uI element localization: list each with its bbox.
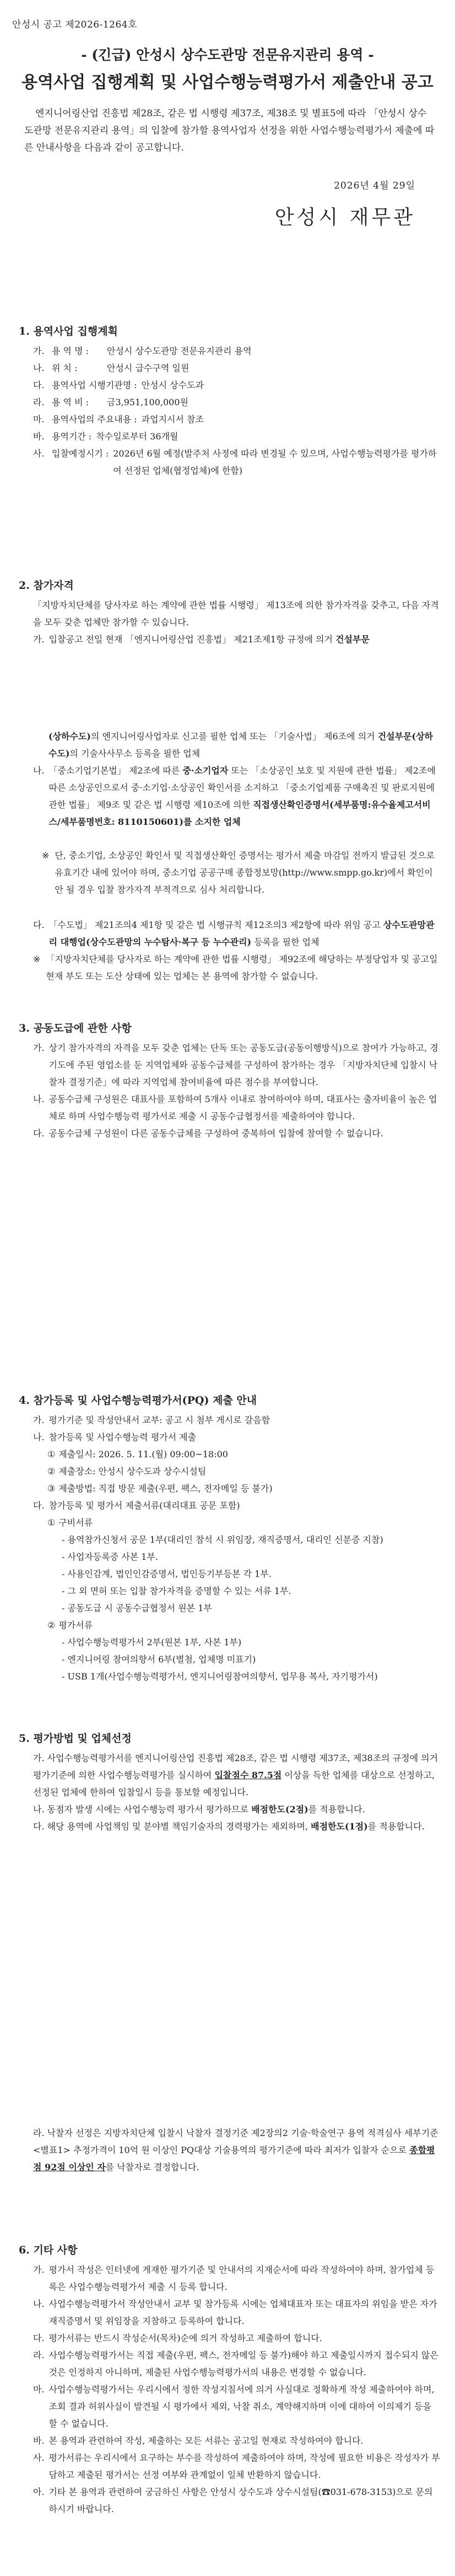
- list-item: ① 구비서류: [47, 1517, 93, 1528]
- list-item: 아. 기타 본 용역과 관련하여 궁금하신 사항은 안성시 상수도과 상수시설팀(☎031-678-3153)으로 문의하시기 바랍니다.: [33, 2487, 433, 2514]
- section-3-list: [33, 1039, 441, 1142]
- notice-number: 안성시 공고 제2026-1264호: [12, 19, 138, 30]
- list-item: 나. 공동수급체 구성원은 대표사를 포함하여 5개사 이내로 참여하여야 하며, 대표사는 출자비율이 높은 업체로 하며 사업수행능력 평가서로 제출 시 공동수급협정서를 제출하여야 합니다.: [33, 1094, 437, 1121]
- eligibility-item-na: 나. 「중소기업기본법」 제2조에 따른 중·소기업자 또는 「소상공인 보호 및 지원에 관한 법률」 제2조에 따른 소상공인으로서 중·소기업·소상공인 확인서를 소지하고 「중소기업제품 구매촉진 및 판로지원에 관한 법률」 제9조 및 같은 법 시행령 제10조에 의한 직접생산확인증명서(세부품명:유수율제고서비스/세부품명번호: 8110150601)를 소지한 업체: [33, 765, 436, 827]
- list-item: 다. 평가서류는 반드시 작성순서(목차)순에 의거 작성하고 제출하여 합니다.: [33, 2333, 322, 2343]
- list-item: 다. 공동수급체 구성원이 다른 공동수급체를 구성하여 중복하여 입찰에 참여할 수 없습니다.: [33, 1128, 383, 1139]
- section-4-title: 4. 참가등록 및 사업수행능력평가서(PQ) 제출 안내: [19, 1394, 257, 1407]
- list-item: ① 제출일시: 2026. 5. 11.(월) 09:00~18:00: [47, 1449, 228, 1459]
- section-4-list: [33, 1412, 441, 1685]
- list-item: 나. 사업수행능력평가서 작성안내서 교부 및 참가등록 시에는 업체대표자 또는 대표자의 위임을 받은 자가 재직증명서 및 위임장을 지참하고 등록하여 합니다.: [33, 2299, 437, 2326]
- list-item: - 엔지니어링 참여의향서 6부(별첨, 업체명 미표기): [62, 1654, 256, 1665]
- list-item: 라. 사업수행능력평가서는 직접 제출(우편, 팩스, 전자메일 등 불가)해야 하고 제출일시까지 접수되지 않은 것은 인정하지 아니하며, 제출된 사업수행능력평가서의 내용은 변경할 수 없습니다.: [33, 2350, 438, 2378]
- list-item: 가. 평가기준 및 작성안내서 교부: 공고 시 첨부 게시로 갈음함: [33, 1415, 270, 1425]
- list-item: 사. 평가서류는 우리시에서 요구하는 부수를 작성하여 제출하여야 하며, 작성에 필요한 비용은 작성자가 부담하고 제출된 평가서는 선정 여부와 관계없이 일체 반환하지 않습니다.: [33, 2452, 440, 2480]
- section-3-title: 3. 공동도급에 관한 사항: [19, 1022, 132, 1034]
- section-6-title: 6. 기타 사항: [19, 2244, 78, 2256]
- issuer: 안성시 재무관: [274, 206, 415, 229]
- list-item: 다. 용역사업 시행기관명 : 안성시 상수도과: [33, 380, 204, 390]
- section-2-title: 2. 참가자격: [19, 579, 74, 592]
- eligibility-item-ga: 가. 입찰공고 전일 현재 「엔지니어링산업 진흥법」 제21조제1항 규정에 의거 건설부문: [33, 634, 370, 645]
- notice-date: 2026년 4월 29일: [334, 180, 415, 191]
- list-item: - 용역참가신청서 공문 1부(대리인 참석 시 위임장, 재직증명서, 대리인 신분증 지참): [62, 1534, 383, 1545]
- eligibility-note-1: ※ 단, 중소기업, 소상공인 확인서 및 직접생산확인 증명서는 평가서 제출 마감일 전까지 발급된 것으로 유효기간 내에 있어야 하며, 중소기업 공공구매 종합정보망(http://www.smpp.go.kr)에서 확인이 안 될 경우 입찰 참가자격 부적격으로 심사 처리합니다.: [42, 850, 435, 895]
- list-item: 다. 해당 용역에 사업책임 및 분야별 책임기술자의 경력평가는 제외하며, 배점한도(1점)를 적용합니다.: [33, 1821, 425, 1832]
- eligibility-intro: 「지방자치단체를 당사자로 하는 계약에 관한 법률 시행령」 제13조에 의한 참가자격을 갖추고, 다음 자격을 모두 갖춘 업체만 참가할 수 있습니다.: [33, 600, 439, 627]
- list-item: ② 평가서류: [47, 1620, 93, 1630]
- list-item: 사. 입찰예정시기 : 2026년 6월 예정(발주처 사정에 따라 변경될 수 있으며, 사업수행능력평가를 평가하여 선정된 업체(협정업체)에 한함): [33, 448, 437, 476]
- page-title: 용역사업 집행계획 및 사업수행능력평가서 제출안내 공고: [21, 73, 434, 92]
- section-5-list: [33, 1749, 441, 1835]
- list-item: 바. 본 용역과 관련하여 작성, 제출하는 모든 서류는 공고일 현재로 작성하여야 합니다.: [33, 2435, 364, 2446]
- list-item: 바. 용역기간 : 착수일로부터 36개월: [33, 431, 178, 442]
- list-item: 마. 용역사업의 주요내용 : 과업지시서 참조: [33, 414, 204, 425]
- list-item: - 사업자등록증 사본 1부.: [62, 1552, 159, 1562]
- list-item: 가. 사업수행능력평가서를 엔지니어링산업 진흥법 제28조, 같은 법 시행령 제37조, 제38조의 규정에 의거 평가기준에 의한 사업수행능력평가를 실시하여 입찰점수 87.5점 이상을 득한 업체를 대상으로 선정하고, 선정된 업체에 한하여 입찰일시 등을 통보할 예정입니다.: [33, 1753, 438, 1797]
- list-item: - 사용인감계, 법인인감증명서, 법인등기부등본 각 1부.: [62, 1569, 272, 1579]
- section-6-list: [33, 2261, 441, 2518]
- list-item: ③ 제출방법: 직접 방문 제출(우편, 팩스, 전자메일 등 불가): [47, 1483, 273, 1494]
- section-1-title: 1. 용역사업 집행계획: [19, 325, 118, 337]
- list-item: 가. 용 역 명 : 안성시 상수도관망 전문유지관리 용역: [33, 346, 252, 356]
- list-item: - 사업수행능력평가서 2부(원본 1부, 사본 1부): [62, 1637, 242, 1647]
- list-item: 라. 용 역 비 : 금3,951,100,000원: [33, 397, 188, 407]
- section-5-title: 5. 평가방법 및 업체선정: [19, 1732, 132, 1745]
- list-item: 다. 참가등록 및 평가서 제출서류(대리대표 공문 포함): [33, 1500, 240, 1511]
- list-item: 가. 상기 참가자격의 자격을 모두 갖춘 업체는 단독 또는 공동도급(공동이행방식)으로 참여가 가능하고, 경기도에 주된 영업소를 둔 지역업체와 공동수급체를 구성하여 참가하는 경우 「지방자치단체 입찰시 낙찰자 결정기준」에 따라 지역업체 참여비율에 따른 점수를 부여합니다.: [33, 1043, 438, 1087]
- section-5-item-ra: 라. 낙찰자 선정은 지방자치단체 입찰시 낙찰자 결정기준 제2장의2 기술·학술연구 용역 적격심사 세부기준 <별표1> 추정가격이 10억 원 이상인 PQ대상 기술용역의 평가기준에 따라 최저가 입찰자 순으로 종합평점 92점 이상인 자를 낙찰자로 결정합니다.: [33, 2128, 438, 2172]
- list-item: 나. 위 치 : 안성시 급수구역 일원: [33, 363, 189, 373]
- eligibility-note-2: ※ 「지방자치단체를 당사자로 하는 계약에 관한 법률 시행령」 제92조에 해당하는 부정당업자 및 공고일 현재 부도 또는 도산 상태에 있는 업체는 본 용역에 참가할 수 없습니다.: [33, 954, 438, 981]
- project-subtitle: - (긴급) 안성시 상수도관망 전문유지관리 용역 -: [81, 47, 374, 63]
- list-item: ② 제출장소: 안성시 상수도과 상수시설팀: [47, 1466, 207, 1477]
- eligibility-item-da: 다. 「수도법」 제21조의4 제1항 및 같은 법 시행규칙 제12조의3 제2항에 따라 위임 공고 상수도관망관리 대행업(상수도관망의 누수탐사·복구 등 누수관리) 등록을 필한 업체: [33, 920, 435, 947]
- list-item: 나. 동점자 발생 시에는 사업수행능력 평가서 평가하므로 배점한도(2점)를 적용합니다.: [33, 1804, 365, 1815]
- intro-paragraph: 엔지니어링산업 진흥법 제28조, 같은 법 시행령 제37조, 제38조 및 별표5에 따라 「안성시 상수도관망 전문유지관리 용역」의 입찰에 참가할 용역사업자 선정을 위한 사업수행능력평가서 제출에 따른 안내사항을 다음과 같이 공고합니다.: [24, 108, 435, 153]
- list-item: - 그 외 면허 또는 입찰 참가자격을 증명할 수 있는 서류 1부.: [62, 1586, 291, 1596]
- eligibility-item-ga-cont: (상하수도)의 엔지니어링사업자로 신고를 필한 업체 또는 「기술사법」 제6조에 의거 건설부문(상하수도)의 기술사사무소 등록을 필한 업체: [48, 731, 434, 759]
- list-item: 가. 평가서 작성은 인터넷에 게재한 평가기준 및 안내서의 지재순서에 따라 작성하여야 하며, 참가업체 등록은 사업수행능력평가서 제출 시 등록 합니다.: [33, 2264, 435, 2292]
- list-item: 나. 참가등록 및 사업수행능력 평가서 제출: [33, 1432, 197, 1442]
- section-1-list: [33, 342, 441, 479]
- list-item: - 공동도급 시 공동수급협정서 원본 1부: [62, 1603, 212, 1613]
- list-item: 마. 사업수행능력평가서는 우리시에서 정한 작성지침서에 의거 사실대로 정확하게 작성 제출하여야 하며, 조회 결과 허위사실이 발견될 시 평가에서 제외, 낙찰 취소, 계약해지하며 이에 대하여 이의제기 등을 할 수 없습니다.: [33, 2384, 435, 2429]
- list-item: - USB 1개(사업수행능력평가서, 엔지니어링참여의향서, 업무용 복사, 자기평가서): [62, 1671, 378, 1682]
